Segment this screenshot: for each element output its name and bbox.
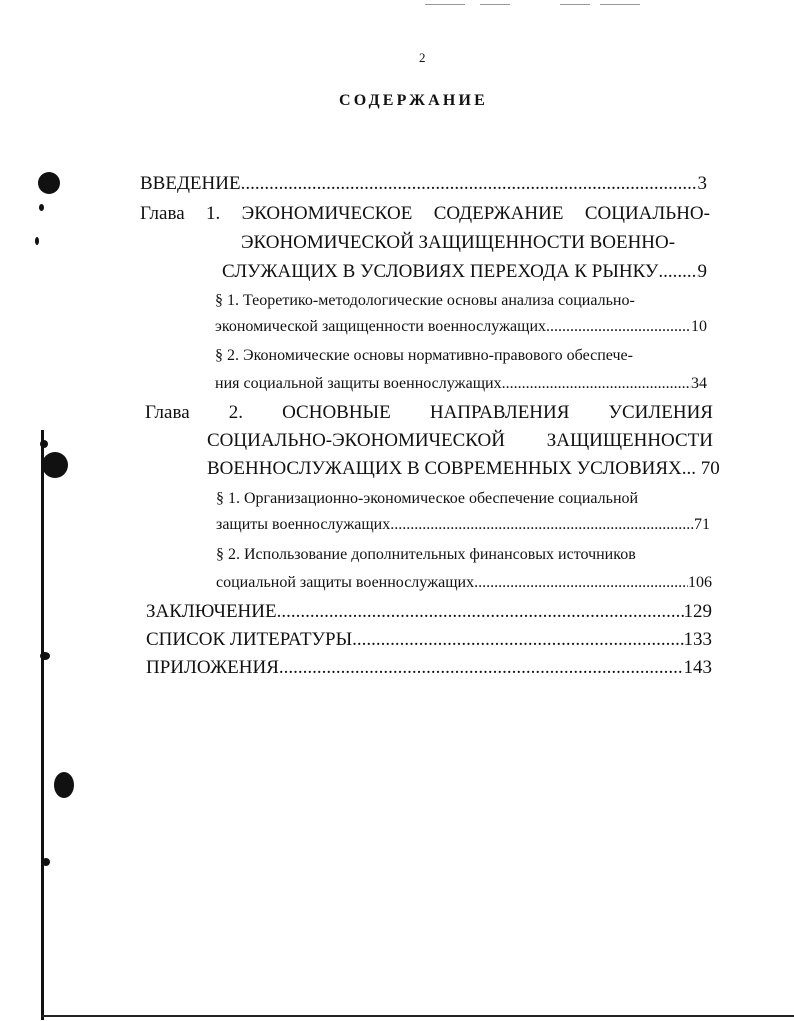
dot-leader (277, 601, 684, 623)
chapter-number: 2. (228, 402, 243, 423)
toc-entry-page: 143 (683, 657, 712, 678)
toc-entry-conclusion[interactable] (146, 601, 712, 625)
dot-leader (390, 516, 694, 534)
toc-entry-label: ПРИЛОЖЕНИЯ (146, 657, 279, 678)
page-bottom-edge (41, 1015, 794, 1017)
scan-speck (35, 237, 39, 245)
chapter-number: 1. (206, 203, 221, 224)
section-2-2-line1[interactable]: § 2. Использование дополнительных финансовых источников (216, 546, 636, 563)
chapter-prefix: Глава (145, 402, 190, 423)
section-title-text: экономической защищенности военнослужащих (215, 318, 547, 335)
punch-hole-mark (38, 172, 60, 194)
toc-entry-references[interactable] (146, 629, 712, 653)
page-number: 2 (419, 50, 426, 65)
chapter-prefix: Глава (140, 203, 185, 224)
chapter-title-text: СЛУЖАЩИХ В УСЛОВИЯХ ПЕРЕХОДА К РЫНКУ (222, 261, 659, 282)
dot-leader (474, 574, 688, 592)
chapter-title-word: ЭКОНОМИЧЕСКОЕ (241, 203, 413, 224)
chapter-2-heading-line3[interactable] (207, 458, 720, 480)
chapter-1-heading-line3[interactable] (222, 261, 707, 285)
toc-entry-label: СПИСОК ЛИТЕРАТУРЫ (146, 629, 353, 650)
toc-entry-page: 34 (691, 375, 707, 392)
toc-entry-appendices[interactable] (146, 657, 712, 681)
punch-hole-mark (54, 772, 74, 798)
toc-entry-page: 133 (683, 629, 712, 650)
chapter-2-heading-line2 (207, 430, 713, 452)
section-1-2-line2[interactable] (215, 375, 707, 399)
toc-entry-page: 71 (694, 516, 710, 533)
dot-leader (241, 173, 698, 195)
dot-leader (546, 318, 691, 336)
chapter-title-word: СОЦИАЛЬНО-ЭКОНОМИЧЕСКОЙ (207, 430, 505, 451)
chapter-title-word: ЗАЩИЩЕННОСТИ (546, 430, 713, 451)
toc-entry-intro[interactable] (140, 173, 707, 197)
punch-hole-mark (42, 452, 68, 478)
chapter-title-word: УСИЛЕНИЯ (608, 402, 713, 423)
section-title-text: защиты военнослужащих (216, 516, 391, 533)
toc-entry-page: 9 (697, 261, 707, 282)
page-title: СОДЕРЖАНИЕ (339, 92, 489, 109)
toc-entry-label: ЗАКЛЮЧЕНИЕ (146, 601, 277, 622)
chapter-title-word: ОСНОВНЫЕ (282, 402, 391, 423)
chapter-title-word: НАПРАВЛЕНИЯ (429, 402, 570, 423)
chapter-1-heading-line2: ЭКОНОМИЧЕСКОЙ ЗАЩИЩЕННОСТИ ВОЕННО- (241, 232, 676, 253)
section-title-text: ния социальной защиты военнослужащих (215, 375, 502, 392)
toc-entry-label: ВВЕДЕНИЕ (140, 173, 241, 194)
section-1-1-line2[interactable] (215, 318, 707, 342)
toc-entry-page: 129 (683, 601, 712, 622)
chapter-2-heading-line1[interactable] (145, 402, 713, 424)
dot-leader (352, 629, 683, 651)
chapter-title-text: ВОЕННОСЛУЖАЩИХ В СОВРЕМЕННЫХ УСЛОВИЯХ... (207, 458, 696, 479)
toc-entry-page: 3 (697, 173, 707, 194)
section-1-2-line1[interactable]: § 2. Экономические основы нормативно-правового обеспече- (215, 347, 633, 364)
chapter-title-word: СОДЕРЖАНИЕ (433, 203, 564, 224)
scan-artifact (480, 4, 510, 5)
toc-entry-page: 10 (691, 318, 707, 335)
section-2-1-line2[interactable] (216, 516, 710, 540)
section-2-2-line2[interactable] (216, 574, 712, 598)
toc-entry-page: 106 (688, 574, 712, 591)
toc-entry-page: 70 (700, 458, 720, 479)
dot-leader (279, 657, 684, 679)
binding-edge (41, 430, 44, 1020)
chapter-1-heading-line1[interactable] (140, 203, 710, 225)
dot-leader (502, 375, 691, 393)
dot-leader (658, 261, 697, 283)
section-2-1-line1[interactable]: § 1. Организационно-экономическое обеспечение социальной (216, 490, 639, 507)
section-1-1-line1[interactable]: § 1. Теоретико-методологические основы анализа социально- (215, 292, 635, 309)
scan-artifact (425, 4, 465, 5)
scan-artifact (600, 4, 640, 5)
scan-speck (39, 204, 44, 211)
section-title-text: социальной защиты военнослужащих (216, 574, 475, 591)
chapter-title-word: СОЦИАЛЬНО- (584, 203, 710, 224)
scan-artifact (560, 4, 590, 5)
